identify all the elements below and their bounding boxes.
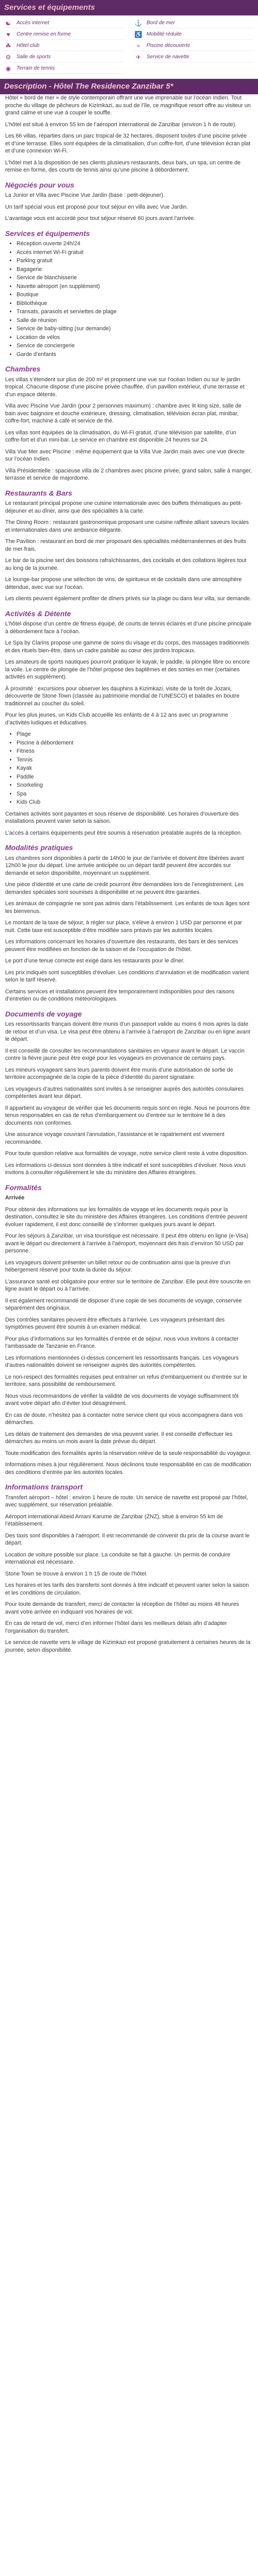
paragraph: Certaines activités sont payantes et sous réserve de disponibilité. Les horaires d’ouverture des installations peuvent varier selon la saison. [5, 810, 239, 824]
paragraph: Toute modification des formalités après la réservation relève de la seule responsabilité du voyageur. [5, 1450, 252, 1456]
paragraph: L’assurance santé est obligatoire pour entrer sur le territoire de Zanzibar. Elle peut être souscrite en ligne avant le départ ou à l’arrivée. [5, 1278, 251, 1292]
paragraph: Pour plus d’informations sur les formalités d’entrée et de séjour, nous vous invitons à contacter l’ambassade de Tanzanie en France. [5, 1335, 239, 1349]
sport-icon: ⚙ [5, 53, 11, 61]
paragraph: Stone Town se trouve à environ 1 h 15 de route de l’hôtel. [5, 1570, 148, 1577]
wheelchair-icon: ♿ [134, 30, 142, 38]
anchor-icon: ⚓ [134, 19, 142, 27]
list-item: • Accès internet Wi-Fi gratuit [17, 249, 253, 257]
paragraph: The Pavilion : restaurant en bord de mer proposant des spécialités méditerranéennes et des fruits de mer frais. [5, 538, 246, 552]
paragraph: Aéroport international Abeid Amani Karume de Zanzibar (ZNZ), situé à environ 55 km de l’établissement. [5, 1513, 223, 1527]
section-title: Formalités [5, 1183, 42, 1192]
paragraph: Le restaurant principal propose une cuisine internationale avec des buffets thématiques au petit-déjeuner et au dîner, ainsi que des spécialités à la carte. [5, 500, 243, 514]
paragraph: L’hôtel dispose d’un centre de fitness équipé, de courts de tennis éclairés et d’une piscine principale à débordement face à l’océan. [5, 621, 252, 635]
paragraph: La Junior et Villa avec Piscine Vue Jardin (base : petit-déjeuner). [5, 192, 165, 198]
paragraph: Un tarif spécial vous est proposé pour tout séjour en villa avec Vue Jardin. [5, 204, 188, 210]
wifi-icon: ☯ [5, 19, 11, 27]
description-header: Description - Hôtel The Residence Zanzibar 5* [0, 79, 258, 94]
paragraph: Les clients peuvent également profiter de dîners privés sur la plage ou dans leur villa, sur demande. [5, 596, 252, 602]
paragraph: Des contrôles sanitaires peuvent être effectués à l’arrivée. Les voyageurs présentant des symptômes peuvent être soumis à un examen médical. [5, 1316, 225, 1330]
paragraph: Les horaires et les tarifs des transferts sont donnés à titre indicatif et peuvent varier selon la saison et les conditions de circulation. [5, 1582, 249, 1596]
list-item: • Bagagerie [17, 266, 253, 274]
service-item: ☯ Accès internet [4, 19, 124, 28]
list-item: • Location de vélos [17, 334, 253, 342]
paragraph: Villa avec Piscine Vue Jardin (pour 2 personnes maximum) : chambre avec lit king size, salle de bain avec baignoire et douche extérieure, dressing, climatisation, télévision écran plat, minibar, coffre-fort, machine à café et service de thé. [5, 403, 241, 424]
service-item: ♿ Mobilité réduite [134, 30, 254, 40]
pool-icon: ≈ [136, 42, 140, 49]
services-list [5, 240, 253, 358]
section-title: Modalités pratiques [5, 843, 73, 852]
paragraph: Des taxis sont disponibles à l’aéroport. Il est recommandé de convenir du prix de la course avant le départ. [5, 1532, 250, 1546]
list-item: • Piscine à débordement [17, 739, 253, 747]
services-header: Services et équipements [0, 0, 258, 15]
section-title: Services et équipements [5, 229, 90, 238]
paragraph: Le port d’une tenue correcte est exigé dans les restaurants pour le dîner. [5, 958, 185, 964]
paragraph: Le non-respect des formalités requises peut entraîner un refus d’embarquement ou d’entrée sur le territoire, sans possibilité de remboursement. [5, 1374, 247, 1387]
paragraph: Les prix indiqués sont susceptibles d’évoluer. Les conditions d’annulation et de modification varient selon le tarif réservé. [5, 969, 249, 983]
section-title: Chambres [5, 365, 41, 373]
list-item: • Bibliothèque [17, 300, 253, 308]
section-title: Activités & Détente [5, 609, 71, 618]
paragraph: Pour les plus jeunes, un Kids Club accueille les enfants de 4 à 12 ans avec un programme d’activités ludiques et éducatives. [5, 712, 229, 726]
paragraph: Villa Présidentielle : spacieuse villa de 2 chambres avec piscine privée, grand salon, salle à manger, terrasse et service de majordome. [5, 467, 252, 481]
list-item: • Fitness [17, 748, 253, 755]
service-item: ♥ Centre remise en forme [4, 30, 124, 40]
list-item: • Service de baby-sitting (sur demande) [17, 325, 253, 333]
activities-list [5, 731, 253, 806]
service-item: ⚓ Bord de mer [134, 19, 254, 28]
list-item: • Réception ouverte 24h/24 [17, 240, 253, 248]
paragraph: Informations mises à jour régulièrement. Nous déclinons toute responsabilité en cas de modification des conditions d’entrée par les autorités locales. [5, 1462, 251, 1476]
service-item: ☘ Hôtel club [4, 41, 124, 51]
paragraph: Une pièce d’identité et une carte de crédit pourront être demandées lors de l’enregistrement. Les demandes spéciales sont soumises à disponibilité et ne peuvent être garanties. [5, 882, 244, 895]
service-item: ◉ Terrain de tennis [4, 64, 124, 74]
paragraph: Les voyageurs d’autres nationalités sont invités à se renseigner auprès des autorités consulaires compétentes avant leur départ. [5, 1086, 244, 1099]
section-title: Négociés pour vous [5, 180, 74, 189]
paragraph: Le lounge-bar propose une sélection de vins, de spiritueux et de cocktails dans une atmosphère détendue, avec vue sur l’océan. [5, 577, 242, 590]
paragraph: Les voyageurs doivent présenter un billet retour ou de continuation ainsi que la preuve d’un hébergement réservé pour toute la durée du séjour. [5, 1259, 231, 1273]
paragraph: Certains services et installations peuvent être temporairement indisponibles pour des raisons d’entretien ou de conditions météorologiques. [5, 988, 235, 1002]
paragraph: Le bar de la piscine sert des boissons rafraîchissantes, des cocktails et des collations légères tout au long de la journée. [5, 557, 247, 571]
paragraph: Il appartient au voyageur de vérifier que les documents requis sont en règle. Nous ne pourrons être tenus responsables en cas de refus d’embarquement ou d’entrée sur le territoire lié à des documents non conformes. [5, 1105, 250, 1126]
paragraph: Pour toute question relative aux formalités de voyage, notre service client reste à votre disposition. [5, 1150, 248, 1157]
paragraph: Location de voiture possible sur place. La conduite se fait à gauche. Un permis de conduire international est nécessaire. [5, 1551, 231, 1565]
services-grid [0, 15, 258, 77]
paragraph: Il est conseillé de consulter les recommandations sanitaires en vigueur avant le départ. Le vaccin contre la fièvre jaune peut être exigé pour les voyageurs en provenance de certains pays. [5, 1047, 245, 1061]
paragraph: Les délais de traitement des demandes de visa peuvent varier. Il est conseillé d’effectuer les démarches au moins un mois avant la date prévue du départ. [5, 1431, 233, 1445]
description-content [0, 94, 258, 1654]
list-item: • Navette aéroport (en supplément) [17, 283, 253, 291]
paragraph: Pour toute demande de transfert, merci de contacter la réception de l’hôtel au moins 48 heures avant votre arrivée en indiquant vos horaires de vol. [5, 1601, 239, 1615]
paragraph: Il est également recommandé de disposer d’une copie de ses documents de voyage, conservée séparément des originaux. [5, 1297, 242, 1311]
paragraph: Les informations ci-dessus sont données à titre indicatif et sont susceptibles d’évoluer. Nous vous invitons à consulter régulièrement le site du ministère des Affaires étrangères. [5, 1162, 246, 1176]
paragraph: Les informations mentionnées ci-dessus concernent les ressortissants français. Les voyageurs d’autres nationalités doivent se renseigner auprès des autorités compétentes. [5, 1354, 239, 1368]
paragraph: L’avantage vous est accordé pour tout séjour réservé 60 jours avant l’arrivée. [5, 215, 196, 222]
paragraph: Les amateurs de sports nautiques pourront pratiquer le kayak, le paddle, la plongée libre ou encore la voile. Le centre de plongée de l’hôtel propose des baptêmes et des sorties en mer (certaines activités en supplément). [5, 659, 250, 680]
list-item: • Boutique [17, 291, 253, 299]
list-item: • Snorkeling [17, 782, 253, 789]
list-item: • Kayak [17, 765, 253, 772]
section-title: Restaurants & Bars [5, 488, 72, 497]
list-item: • Paddle [17, 773, 253, 781]
section-title: Documents de voyage [5, 1009, 82, 1018]
paragraph: Les animaux de compagnie ne sont pas admis dans l’établissement. Les enfants de tous âges sont les bienvenus. [5, 901, 250, 914]
paragraph: Une assurance voyage couvrant l’annulation, l’assistance et le rapatriement est vivement recommandée. [5, 1131, 224, 1145]
paragraph: Hôtel « bord de mer » de style contemporain offrant une vue imprenable sur l’océan Indien. Tout proche du village de pêcheurs de Kizimkazi, au sud de l’île, ce magnifique resort offre au visiteur un grand calme et une vue à couper le souffle. [5, 95, 251, 116]
paragraph: The Dining Room : restaurant gastronomique proposant une cuisine raffinée alliant saveurs locales et internationales dans une ambiance élégante. [5, 519, 249, 533]
paragraph: L’accès à certains équipements peut être soumis à réservation préalable auprès de la réception. [5, 829, 243, 836]
paragraph: Pour les séjours à Zanzibar, un visa touristique est nécessaire. Il peut être obtenu en ligne (e-Visa) avant le départ ou directement à l’arrivée à l’aéroport, moyennant des frais d’environ 50 USD par personne. [5, 1233, 248, 1254]
subsection-title: Arrivée [5, 1195, 25, 1201]
paragraph: Les villas sont équipées de la climatisation, du Wi-Fi gratuit, d’une télévision par satellite, d’un coffre-fort et d’un mini-bar. Le service en chambre est disponible 24 heures sur 24. [5, 429, 236, 443]
paragraph: Villa Vue Mer avec Piscine : même équipement que la Villa Vue Jardin mais avec une vue directe sur l’océan Indien. [5, 448, 245, 462]
paragraph: En cas de doute, n’hésitez pas à contacter notre service client qui vous accompagnera dans vos démarches. [5, 1412, 243, 1426]
tennis-icon: ◉ [5, 64, 11, 72]
paragraph: Le service de navette vers le village de Kizimkazi est proposé gratuitement à certaines heures de la journée, selon disponibilité. [5, 1639, 251, 1653]
paragraph: Les mineurs voyageant sans leurs parents doivent être munis d’une autorisation de sortie de territoire accompagnée de la copie de la pièce d’identité du parent signataire. [5, 1066, 233, 1080]
paragraph: En cas de retard de vol, merci d’en informer l’hôtel dans les meilleurs délais afin d’adapter l’organisation du transfert. [5, 1620, 227, 1634]
service-item: ⚙ Salle de sports [4, 53, 124, 62]
list-item: • Kids Club [17, 799, 253, 806]
list-item: • Spa [17, 790, 253, 798]
paragraph: Les informations concernant les horaires d’ouverture des restaurants, des bars et des services peuvent être modifiées en fonction de la saison et de l’occupation de l’hôtel. [5, 939, 238, 953]
paragraph: Transfert aéroport – hôtel : environ 1 heure de route. Un service de navette est proposé par l’hôtel, avec supplément, sur réservation préalable. [5, 1494, 248, 1508]
paragraph: L’hôtel est situé à environ 55 km de l’aéroport international de Zanzibar (environ 1 h de route). [5, 121, 237, 128]
paragraph: Les villas s’étendent sur plus de 200 m² et proposent une vue sur l’océan Indien ou sur le jardin tropical. Chacune dispose d’une piscine privée chauffée, d’un pavillon extérieur, d’une terrasse et d’un espace détente. [5, 376, 245, 398]
paragraph: Les chambres sont disponibles à partir de 14h00 le jour de l’arrivée et doivent être libérées avant 12h00 le jour du départ. Une arrivée anticipée ou un départ tardif peuvent être accordés sur demande et selon disponibilité, moyennant un supplément. [5, 855, 244, 876]
paragraph: L’hôtel met à la disposition de ses clients plusieurs restaurants, deux bars, un spa, un centre de remise en forme, des courts de tennis ainsi qu’une piscine à débordement. [5, 159, 241, 173]
paragraph: Le Spa by Clarins propose une gamme de soins du visage et du corps, des massages traditionnels et des rituels bien-être, dans un cadre paisible au cœur des jardins tropicaux. [5, 640, 249, 654]
list-item: • Salle de réunion [17, 317, 253, 325]
shuttle-icon: ✈ [135, 53, 141, 61]
paragraph: À proximité : excursions pour observer les dauphins à Kizimkazi, visite de la forêt de Jozani, découverte de Stone Town (classée au patrimoine mondial de l’UNESCO) et balades en boutre traditionnel au coucher du soleil. [5, 685, 240, 707]
list-item: • Garde d’enfants [17, 351, 253, 359]
list-item: • Plage [17, 731, 253, 738]
list-item: • Transats, parasols et serviettes de plage [17, 308, 253, 316]
fitness-icon: ♥ [6, 30, 10, 38]
list-item: • Service de conciergerie [17, 342, 253, 350]
list-item: • Service de blanchisserie [17, 274, 253, 282]
list-item: • Parking gratuit [17, 257, 253, 265]
section-title: Informations transport [5, 1483, 83, 1491]
paragraph: Le montant de la taxe de séjour, à régler sur place, s’élève à environ 1 USD par personne et par nuit. Cette taxe est susceptible d’être modifiée sans préavis par les autorités locales. [5, 920, 243, 934]
club-icon: ☘ [5, 42, 11, 49]
service-item: ≈ Piscine découverte [134, 41, 254, 51]
paragraph: Pour obtenir des informations sur les formalités de voyage et les documents requis pour la destination, consultez le site du ministère des Affaires étrangères. Les conditions d’entrée peuvent évoluer rapidement, il est donc conseillé de s’informer quelques jours avant le départ. [5, 1206, 248, 1228]
paragraph: Les ressortissants français doivent être munis d’un passeport valide au moins 6 mois après la date de retour et d’un visa. Le visa peut être obtenu à l’arrivée à l’aéroport de Zanzibar ou en ligne avant le départ. [5, 1021, 250, 1042]
service-item: ✈ Service de navette [134, 53, 254, 62]
list-item: • Tennis [17, 756, 253, 764]
paragraph: Nous vous recommandons de vérifier la validité de vos documents de voyage suffisamment tôt avant votre départ afin d’éviter tout désagrément. [5, 1393, 239, 1406]
paragraph: Les 66 villas, réparties dans un parc tropical de 32 hectares, disposent toutes d’une piscine privée et d’une terrasse. Elles sont équipées de la climatisation, d’un coffre-fort, d’une télévision écran plat et d’une connexion Wi-Fi. [5, 133, 251, 154]
